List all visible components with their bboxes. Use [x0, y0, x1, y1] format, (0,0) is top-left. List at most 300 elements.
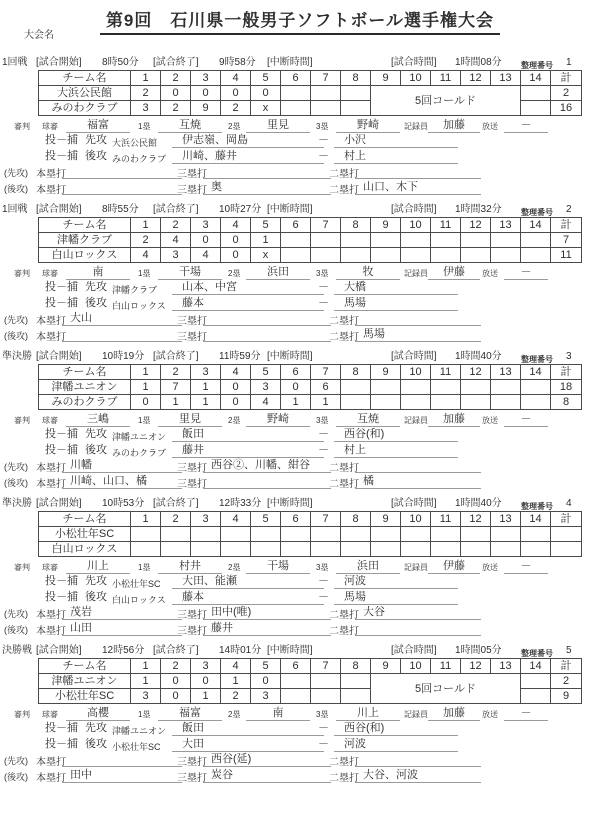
- inning-score-cell: [341, 380, 371, 395]
- inning-score-cell: [341, 233, 371, 248]
- home-run-label: 本塁打: [36, 463, 66, 474]
- team-name-cell: みのわクラブ: [39, 395, 131, 410]
- inning-score-cell: [521, 527, 551, 542]
- game-record: [0, 350, 600, 497]
- battery-label: 投－捕: [45, 738, 78, 750]
- inning-score-cell: [491, 248, 521, 263]
- top-pitchers: 伊志嶺、岡島: [172, 133, 324, 148]
- extra-hits-row-bottom: [0, 180, 600, 195]
- inning-score-cell: 4: [191, 248, 221, 263]
- inning-score-cell: [521, 86, 551, 101]
- plate-umpire-name: 三嶋: [66, 412, 130, 427]
- inning-score-cell: [461, 542, 491, 557]
- inning-score-cell: [491, 395, 521, 410]
- top-paren-label: (先攻): [4, 168, 28, 178]
- second-base-umpire-label: 2塁: [228, 416, 241, 425]
- bottom-double-value: 山口、木下: [355, 180, 481, 195]
- inning-column-header: 1: [131, 71, 161, 86]
- inning-score-cell: 0: [221, 395, 251, 410]
- end-time-value: 9時58分: [219, 57, 256, 68]
- battery-label: 投－捕: [45, 297, 78, 309]
- game-header: [0, 350, 600, 364]
- double-label: 二塁打: [329, 332, 359, 343]
- inning-column-header: 11: [431, 659, 461, 674]
- inning-score-cell: 1: [191, 380, 221, 395]
- inning-column-header: 9: [371, 71, 401, 86]
- double-label: 二塁打: [329, 773, 359, 784]
- score-table: [38, 217, 582, 263]
- top-catchers: 西谷(和): [334, 721, 458, 736]
- bottom-team-name: 白山ロックス: [112, 595, 166, 605]
- inning-score-cell: 1: [131, 380, 161, 395]
- score-header-row: [39, 218, 582, 233]
- inning-column-header: 6: [281, 365, 311, 380]
- top-catchers: 小沢: [334, 133, 458, 148]
- inning-score-cell: [491, 233, 521, 248]
- interruption-label: [中断時間]: [267, 645, 313, 656]
- inning-score-cell: [521, 674, 551, 689]
- bottom-side-label: 後攻: [85, 444, 107, 456]
- top-team-name: 津幡ユニオン: [112, 726, 167, 736]
- duration-value: 1時間05分: [455, 645, 502, 656]
- bottom-home-run-value: [62, 180, 182, 195]
- triple-label: 三塁打: [177, 332, 207, 343]
- inning-score-cell: [311, 101, 341, 116]
- inning-column-header: 3: [191, 365, 221, 380]
- inning-score-cell: [371, 527, 401, 542]
- inning-score-cell: [341, 395, 371, 410]
- interruption-label: [中断時間]: [267, 351, 313, 362]
- inning-score-cell: [311, 689, 341, 704]
- triple-label: 三塁打: [177, 757, 207, 768]
- umpire-label: 審判: [14, 269, 30, 278]
- umpire-label: 審判: [14, 710, 30, 719]
- inning-score-cell: 0: [251, 674, 281, 689]
- umpire-label: 審判: [14, 563, 30, 572]
- top-double-value: [355, 311, 481, 326]
- inning-score-cell: 9: [191, 101, 221, 116]
- umpire-row: [0, 265, 600, 280]
- inning-column-header: 2: [161, 218, 191, 233]
- top-team-name: 小松壮年SC: [112, 579, 161, 589]
- second-base-umpire-label: 2塁: [228, 269, 241, 278]
- bottom-paren-label: (後攻): [4, 331, 28, 341]
- inning-column-header: 1: [131, 218, 161, 233]
- start-time-label: [試合開始]: [36, 645, 82, 656]
- inning-column-header: 4: [221, 71, 251, 86]
- announcer-label: 放送: [482, 563, 498, 572]
- inning-score-cell: 2: [131, 233, 161, 248]
- inning-score-cell: 0: [161, 674, 191, 689]
- end-time-value: 10時27分: [219, 204, 262, 215]
- inning-column-header: 1: [131, 365, 161, 380]
- plate-umpire-name: 福富: [66, 118, 130, 133]
- duration-value: 1時間32分: [455, 204, 502, 215]
- team-column-header: チーム名: [39, 512, 131, 527]
- top-triple-value: [203, 164, 331, 179]
- inning-column-header: 11: [431, 365, 461, 380]
- top-team-name: 大浜公民館: [112, 138, 158, 148]
- battery-row-bottom: [0, 149, 600, 164]
- announcer-name: －: [504, 559, 548, 574]
- inning-score-cell: 3: [131, 101, 161, 116]
- top-triple-value: [203, 311, 331, 326]
- inning-score-cell: [401, 380, 431, 395]
- top-double-value: [355, 164, 481, 179]
- inning-score-cell: 2: [131, 86, 161, 101]
- top-catchers: 大橋: [334, 280, 458, 295]
- inning-column-header: 13: [491, 512, 521, 527]
- inning-score-cell: [521, 689, 551, 704]
- inning-score-cell: [491, 527, 521, 542]
- inning-score-cell: 0: [161, 689, 191, 704]
- end-time-value: 14時01分: [219, 645, 262, 656]
- umpire-row: [0, 559, 600, 574]
- inning-column-header: 11: [431, 218, 461, 233]
- battery-label: 投－捕: [45, 722, 78, 734]
- bottom-home-run-value: 田中: [62, 768, 182, 783]
- total-score-cell: 2: [551, 86, 582, 101]
- inning-column-header: 4: [221, 365, 251, 380]
- top-team-name: 津幡ユニオン: [112, 432, 167, 442]
- inning-column-header: 13: [491, 71, 521, 86]
- home-run-label: 本塁打: [36, 626, 66, 637]
- bottom-catchers: 村上: [334, 149, 458, 164]
- team-score-row: [39, 86, 582, 101]
- tournament-name-label: 大会名: [24, 30, 54, 41]
- round-label: 1回戦: [2, 204, 28, 215]
- inning-column-header: 6: [281, 512, 311, 527]
- end-time-label: [試合終了]: [153, 351, 199, 362]
- top-catchers: 西谷(和): [334, 427, 458, 442]
- double-label: 二塁打: [329, 316, 359, 327]
- battery-label: 投－捕: [45, 428, 78, 440]
- first-base-umpire-name: 村井: [158, 559, 222, 574]
- battery-dash: －: [318, 281, 329, 293]
- third-base-umpire-name: 浜田: [336, 559, 400, 574]
- inning-column-header: 8: [341, 512, 371, 527]
- total-score-cell: 11: [551, 248, 582, 263]
- total-score-cell: 8: [551, 395, 582, 410]
- inning-column-header: 3: [191, 71, 221, 86]
- top-side-label: 先攻: [85, 134, 107, 146]
- plate-umpire-label: 球審: [42, 122, 58, 131]
- bottom-team-name: みのわクラブ: [112, 154, 167, 164]
- double-label: 二塁打: [329, 626, 359, 637]
- second-base-umpire-name: 南: [246, 706, 310, 721]
- team-name-cell: 白山ロックス: [39, 542, 131, 557]
- top-catchers: 河波: [334, 574, 458, 589]
- umpire-row: [0, 706, 600, 721]
- inning-score-cell: 4: [131, 248, 161, 263]
- inning-column-header: 10: [401, 659, 431, 674]
- inning-score-cell: [191, 527, 221, 542]
- top-home-run-value: [62, 752, 182, 767]
- inning-column-header: 14: [521, 365, 551, 380]
- team-column-header: チーム名: [39, 218, 131, 233]
- top-triple-value: 西谷(延): [203, 752, 331, 767]
- battery-row-top: [0, 574, 600, 589]
- team-name-cell: 白山ロックス: [39, 248, 131, 263]
- announcer-label: 放送: [482, 416, 498, 425]
- battery-row-bottom: [0, 737, 600, 752]
- double-label: 二塁打: [329, 169, 359, 180]
- team-score-row: [39, 395, 582, 410]
- inning-score-cell: [131, 542, 161, 557]
- first-base-umpire-name: 互焼: [158, 118, 222, 133]
- start-time-value: 10時19分: [102, 351, 145, 362]
- inning-score-cell: 1: [251, 233, 281, 248]
- top-pitchers: 大田、能瀬: [172, 574, 324, 589]
- plate-umpire-label: 球審: [42, 416, 58, 425]
- team-name-cell: 大浜公民館: [39, 86, 131, 101]
- bottom-triple-value: 奥: [203, 180, 331, 195]
- end-time-label: [試合終了]: [153, 498, 199, 509]
- inning-score-cell: 0: [251, 86, 281, 101]
- home-run-label: 本塁打: [36, 332, 66, 343]
- top-side-label: 先攻: [85, 428, 107, 440]
- double-label: 二塁打: [329, 757, 359, 768]
- home-run-label: 本塁打: [36, 479, 66, 490]
- inning-column-header: 12: [461, 365, 491, 380]
- team-name-cell: 小松壮年SC: [39, 527, 131, 542]
- top-double-value: [355, 752, 481, 767]
- inning-score-cell: 1: [191, 395, 221, 410]
- inning-score-cell: [491, 542, 521, 557]
- inning-score-cell: [341, 527, 371, 542]
- inning-score-cell: 0: [191, 233, 221, 248]
- game-header: [0, 644, 600, 658]
- start-time-value: 8時55分: [102, 204, 139, 215]
- top-side-label: 先攻: [85, 281, 107, 293]
- inning-score-cell: [311, 248, 341, 263]
- inning-column-header: 2: [161, 365, 191, 380]
- inning-score-cell: [431, 380, 461, 395]
- second-base-umpire-name: 野崎: [246, 412, 310, 427]
- scorer-name: 加藤: [428, 706, 480, 721]
- inning-column-header: 10: [401, 512, 431, 527]
- team-column-header: チーム名: [39, 365, 131, 380]
- bottom-pitchers: 川崎、藤井: [172, 149, 324, 164]
- inning-score-cell: [401, 542, 431, 557]
- inning-score-cell: 2: [161, 101, 191, 116]
- inning-column-header: 9: [371, 512, 401, 527]
- inning-column-header: 10: [401, 71, 431, 86]
- inning-column-header: 4: [221, 512, 251, 527]
- team-name-cell: みのわクラブ: [39, 101, 131, 116]
- inning-score-cell: [461, 380, 491, 395]
- inning-score-cell: 7: [161, 380, 191, 395]
- inning-score-cell: 0: [191, 86, 221, 101]
- inning-column-header: 8: [341, 71, 371, 86]
- inning-score-cell: [161, 542, 191, 557]
- inning-score-cell: 1: [161, 395, 191, 410]
- extra-hits-row-top: [0, 752, 600, 767]
- total-score-cell: 9: [551, 689, 582, 704]
- bottom-home-run-value: [62, 327, 182, 342]
- extra-hits-row-top: [0, 164, 600, 179]
- extra-hits-row-top: [0, 458, 600, 473]
- round-label: 1回戦: [2, 57, 28, 68]
- team-score-row: [39, 527, 582, 542]
- inning-score-cell: [431, 527, 461, 542]
- scorer-name: 伊藤: [428, 559, 480, 574]
- inning-score-cell: [311, 674, 341, 689]
- inning-column-header: 8: [341, 365, 371, 380]
- inning-score-cell: [341, 674, 371, 689]
- extra-hits-row-top: [0, 311, 600, 326]
- third-base-umpire-label: 3塁: [316, 416, 329, 425]
- inning-score-cell: 3: [131, 689, 161, 704]
- score-header-row: [39, 71, 582, 86]
- home-run-label: 本塁打: [36, 169, 66, 180]
- announcer-label: 放送: [482, 122, 498, 131]
- battery-row-bottom: [0, 296, 600, 311]
- inning-column-header: 5: [251, 365, 281, 380]
- top-paren-label: (先攻): [4, 609, 28, 619]
- battery-row-top: [0, 133, 600, 148]
- inning-score-cell: [371, 233, 401, 248]
- announcer-name: －: [504, 412, 548, 427]
- end-time-label: [試合終了]: [153, 204, 199, 215]
- triple-label: 三塁打: [177, 610, 207, 621]
- team-score-row: [39, 233, 582, 248]
- bottom-triple-value: 藤井: [203, 621, 331, 636]
- inning-score-cell: [371, 542, 401, 557]
- inning-column-header: 7: [311, 71, 341, 86]
- second-base-umpire-name: 里見: [246, 118, 310, 133]
- duration-label: [試合時間]: [391, 498, 437, 509]
- announcer-name: －: [504, 706, 548, 721]
- triple-label: 三塁打: [177, 626, 207, 637]
- inning-score-cell: [521, 542, 551, 557]
- inning-score-cell: [491, 380, 521, 395]
- inning-score-cell: [341, 542, 371, 557]
- game-header: [0, 203, 600, 217]
- plate-umpire-label: 球審: [42, 710, 58, 719]
- inning-score-cell: [251, 527, 281, 542]
- third-base-umpire-label: 3塁: [316, 269, 329, 278]
- inning-score-cell: [521, 101, 551, 116]
- team-score-row: [39, 674, 582, 689]
- first-base-umpire-name: 里見: [158, 412, 222, 427]
- inning-column-header: 7: [311, 512, 341, 527]
- top-paren-label: (先攻): [4, 756, 28, 766]
- bottom-double-value: 橘: [355, 474, 481, 489]
- inning-score-cell: [281, 248, 311, 263]
- inning-score-cell: [401, 527, 431, 542]
- top-paren-label: (先攻): [4, 462, 28, 472]
- inning-score-cell: [311, 233, 341, 248]
- bottom-paren-label: (後攻): [4, 772, 28, 782]
- inning-column-header: 13: [491, 365, 521, 380]
- duration-label: [試合時間]: [391, 645, 437, 656]
- scorer-label: 記録員: [404, 710, 428, 719]
- start-time-value: 10時53分: [102, 498, 145, 509]
- top-home-run-value: 川幡: [62, 458, 182, 473]
- top-triple-value: 西谷②、川幡、紺谷: [203, 458, 331, 473]
- total-column-header: 計: [551, 365, 582, 380]
- bottom-home-run-value: 川崎、山口、橘: [62, 474, 182, 489]
- home-run-label: 本塁打: [36, 316, 66, 327]
- inning-score-cell: [371, 248, 401, 263]
- inning-column-header: 13: [491, 218, 521, 233]
- duration-value: 1時間08分: [455, 57, 502, 68]
- bottom-pitchers: 藤本: [172, 296, 324, 311]
- first-base-umpire-name: 干場: [158, 265, 222, 280]
- serial-number-label: 整理番号: [521, 502, 553, 511]
- top-paren-label: (先攻): [4, 315, 28, 325]
- total-score-cell: 7: [551, 233, 582, 248]
- called-game-note-cell: 5回コールド: [371, 86, 521, 116]
- inning-column-header: 9: [371, 659, 401, 674]
- bottom-home-run-value: 山田: [62, 621, 182, 636]
- bottom-team-name: みのわクラブ: [112, 448, 167, 458]
- inning-score-cell: [371, 380, 401, 395]
- score-table: [38, 658, 582, 704]
- total-column-header: 計: [551, 71, 582, 86]
- bottom-double-value: 大谷、河波: [355, 768, 481, 783]
- battery-dash: －: [318, 428, 329, 440]
- third-base-umpire-label: 3塁: [316, 563, 329, 572]
- battery-label: 投－捕: [45, 134, 78, 146]
- top-home-run-value: 大山: [62, 311, 182, 326]
- games: [0, 56, 600, 791]
- triple-label: 三塁打: [177, 185, 207, 196]
- serial-number-label: 整理番号: [521, 355, 553, 364]
- first-base-umpire-label: 1塁: [138, 122, 151, 131]
- inning-column-header: 9: [371, 365, 401, 380]
- battery-label: 投－捕: [45, 281, 78, 293]
- start-time-value: 12時56分: [102, 645, 145, 656]
- top-side-label: 先攻: [85, 722, 107, 734]
- inning-column-header: 9: [371, 218, 401, 233]
- total-column-header: 計: [551, 659, 582, 674]
- bottom-pitchers: 藤本: [172, 590, 324, 605]
- inning-column-header: 8: [341, 218, 371, 233]
- bottom-double-value: 馬場: [355, 327, 481, 342]
- inning-column-header: 14: [521, 512, 551, 527]
- inning-column-header: 12: [461, 512, 491, 527]
- total-column-header: 計: [551, 512, 582, 527]
- inning-score-cell: [461, 527, 491, 542]
- plate-umpire-label: 球審: [42, 563, 58, 572]
- inning-column-header: 2: [161, 512, 191, 527]
- battery-row-bottom: [0, 443, 600, 458]
- serial-number-value: 2: [566, 204, 572, 215]
- team-score-row: [39, 542, 582, 557]
- announcer-name: －: [504, 265, 548, 280]
- inning-score-cell: [221, 542, 251, 557]
- umpire-label: 審判: [14, 122, 30, 131]
- team-column-header: チーム名: [39, 659, 131, 674]
- inning-score-cell: [341, 689, 371, 704]
- inning-column-header: 7: [311, 659, 341, 674]
- game-record: [0, 497, 600, 644]
- inning-column-header: 5: [251, 71, 281, 86]
- inning-column-header: 2: [161, 71, 191, 86]
- battery-row-top: [0, 280, 600, 295]
- first-base-umpire-label: 1塁: [138, 563, 151, 572]
- inning-column-header: 11: [431, 71, 461, 86]
- plate-umpire-name: 川上: [66, 559, 130, 574]
- extra-hits-row-bottom: [0, 621, 600, 636]
- end-time-label: [試合終了]: [153, 57, 199, 68]
- game-record: [0, 644, 600, 791]
- battery-row-top: [0, 721, 600, 736]
- serial-number-value: 3: [566, 351, 572, 362]
- home-run-label: 本塁打: [36, 610, 66, 621]
